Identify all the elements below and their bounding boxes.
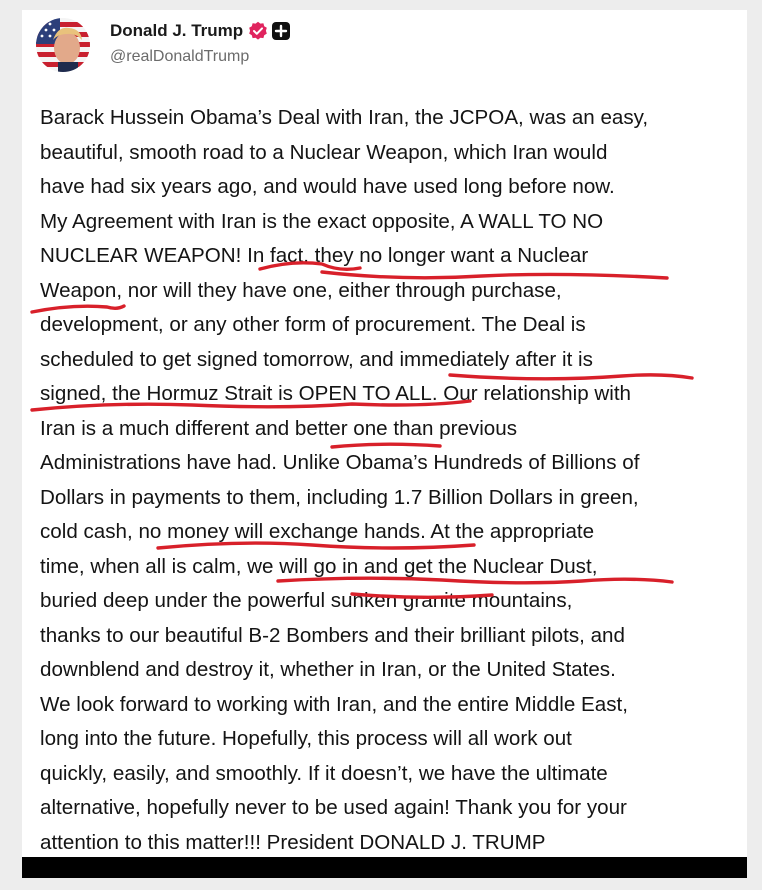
avatar-flag-image (36, 18, 90, 72)
post-line: long into the future. Hopefully, this process will all work out (40, 727, 572, 750)
post-line: cold cash, no money will exchange hands. At the appropriate (40, 520, 595, 543)
post-line: have had six years ago, and would have used long before now. (40, 175, 615, 198)
post-line: thanks to our beautiful B-2 Bombers and their brilliant pilots, and (40, 623, 625, 647)
post-line: downblend and destroy it, whether in Iran, or the United States. (40, 658, 616, 681)
post-line: quickly, easily, and smoothly. If it doesn’t, we have the ultimate (40, 761, 608, 785)
profile-avatar[interactable] (36, 18, 90, 72)
post-line: Administrations have had. Unlike Obama’s Hundreds of Billions of (40, 451, 640, 474)
author-name[interactable]: Donald J. Trump (110, 21, 244, 40)
post-line: Barack Hussein Obama’s Deal with Iran, the JCPOA, was an easy, (40, 106, 649, 129)
post-line: Iran is a much different and better one than previous (40, 416, 518, 440)
post-line: scheduled to get signed tomorrow, and immediately after it is (40, 347, 593, 371)
post-line: NUCLEAR WEAPON! In fact, they no longer want a Nuclear (40, 244, 589, 267)
post-line: attention to this matter!!! President DONALD J. TRUMP (40, 830, 546, 854)
post-line: We look forward to working with Iran, and the entire Middle East, (40, 692, 628, 716)
post-body (40, 101, 740, 860)
post-line: buried deep under the powerful sunken granite mountains, (40, 589, 573, 612)
post-line: beautiful, smooth road to a Nuclear Weapon, which Iran would (40, 140, 608, 164)
post-card (22, 10, 747, 876)
verified-badge-icon (248, 21, 268, 41)
post-line: time, when all is calm, we will go in and get the Nuclear Dust, (40, 554, 598, 578)
post-line: alternative, hopefully never to be used again! Thank you for your (40, 796, 627, 819)
post-line: development, or any other form of procurement. The Deal is (40, 313, 586, 336)
post-line: signed, the Hormuz Strait is OPEN TO ALL. Our relationship with (40, 382, 631, 405)
post-line: My Agreement with Iran is the exact opposite, A WALL TO NO (40, 209, 604, 233)
post-line: Weapon, nor will they have one, either through purchase, (40, 278, 562, 302)
post-header (22, 10, 747, 80)
bottom-black-bar (22, 857, 747, 878)
plus-badge-icon (272, 22, 290, 40)
author-handle[interactable]: @realDonaldTrump (110, 48, 250, 65)
post-line: Dollars in payments to them, including 1.7 Billion Dollars in green, (40, 485, 639, 509)
